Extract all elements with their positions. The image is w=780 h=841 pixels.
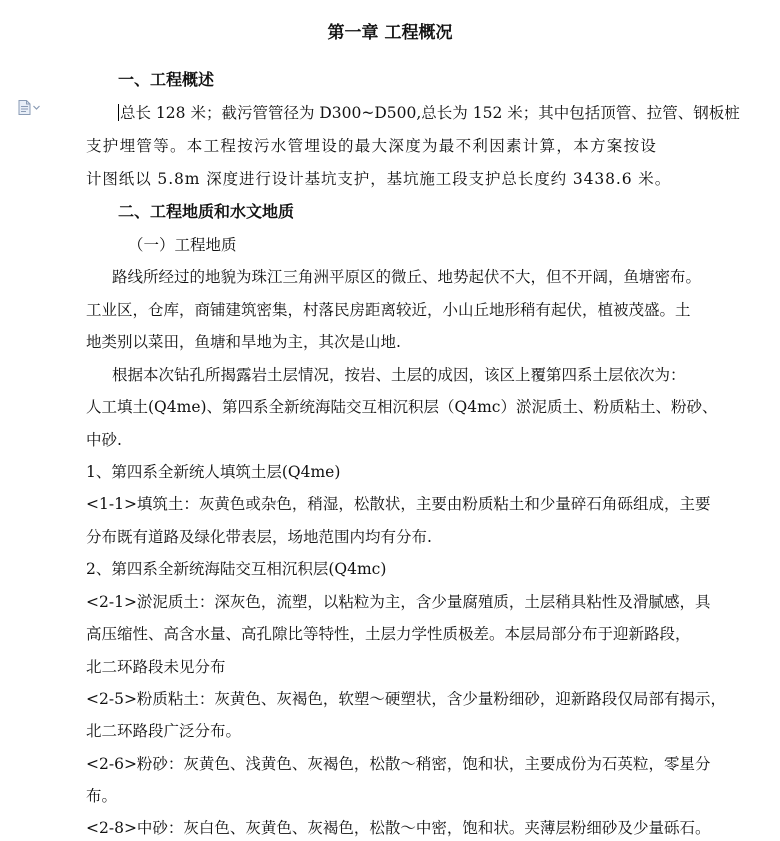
body-line: 北二环路段广泛分布。 (86, 722, 242, 740)
body-line: <1-1>填筑土：灰黄色或杂色，稍湿，松散状，主要由粉质粘土和少量碎石角砾组成，主要 (86, 495, 711, 513)
body-line: 布。 (86, 787, 118, 805)
section-heading-geology: 二、工程地质和水文地质 (118, 202, 295, 221)
body-line: 人工填土(Q4me)、第四系全新统海陆交互相沉积层（Q4mc）淤泥质土、粉质粘土、粉砂、 (86, 398, 718, 416)
body-line: <2-8>中砂：灰白色、灰黄色、灰褐色，松散～中密，饱和状。夹薄层粉细砂及少量砾石。 (86, 819, 711, 837)
body-line: 计图纸以 5.8m 深度进行设计基坑支护，基坑施工段支护总长度约 3438.6 米。 (86, 170, 672, 188)
body-line: <2-5>粉质粘土：灰黄色、灰褐色，软塑～硬塑状，含少量粉细砂，迎新路段仅局部有揭示， (86, 690, 726, 708)
body-line: <2-1>淤泥质土：深灰色，流塑，以粘粒为主，含少量腐殖质，土层稍具粘性及滑腻感，具 (86, 593, 711, 611)
paragraph-options-button[interactable] (18, 98, 48, 116)
text-cursor (118, 104, 119, 121)
list-item-heading: 2、第四系全新统海陆交互相沉积层(Q4mc) (86, 560, 387, 578)
body-line: 支护埋管等。本工程按污水管埋设的最大深度为最不利因素计算，本方案按设 (86, 137, 658, 155)
chevron-down-icon (33, 105, 40, 110)
body-line: 中砂. (86, 431, 122, 449)
chapter-title: 第一章 工程概况 (327, 23, 453, 43)
body-line: 北二环路段未见分布 (86, 658, 226, 676)
body-line: 根据本次钻孔所揭露岩土层情况，按岩、土层的成因，该区上覆第四系土层依次为： (112, 366, 686, 384)
document-icon (18, 100, 31, 115)
body-line: <2-6>粉砂：灰黄色、浅黄色、灰褐色，松散～稍密，饱和状，主要成份为石英粒，零星分 (86, 755, 711, 773)
body-line: 路线所经过的地貌为珠江三角洲平原区的微丘、地势起伏不大，但不开阔，鱼塘密布。 (112, 268, 702, 286)
body-line: 工业区，仓库，商铺建筑密集，村落民房距离较近，小山丘地形稍有起伏，植被茂盛。土 (86, 301, 691, 319)
body-line: 高压缩性、高含水量、高孔隙比等特性，土层力学性质极差。本层局部分布于迎新路段， (86, 625, 691, 643)
subsection-heading: （一）工程地质 (128, 236, 237, 254)
list-item-heading: 1、第四系全新统人填筑土层(Q4me) (86, 463, 341, 481)
body-line: 地类别以菜田，鱼塘和旱地为主，其次是山地. (86, 333, 401, 351)
section-heading-overview: 一、工程概述 (118, 70, 215, 89)
body-line: 分布既有道路及绿化带表层，场地范围内均有分布. (86, 528, 432, 546)
body-line[interactable]: 总长 128 米；截污管管径为 D300~D500,总长为 152 米；其中包括顶管、拉管、钢板桩 (120, 104, 740, 122)
